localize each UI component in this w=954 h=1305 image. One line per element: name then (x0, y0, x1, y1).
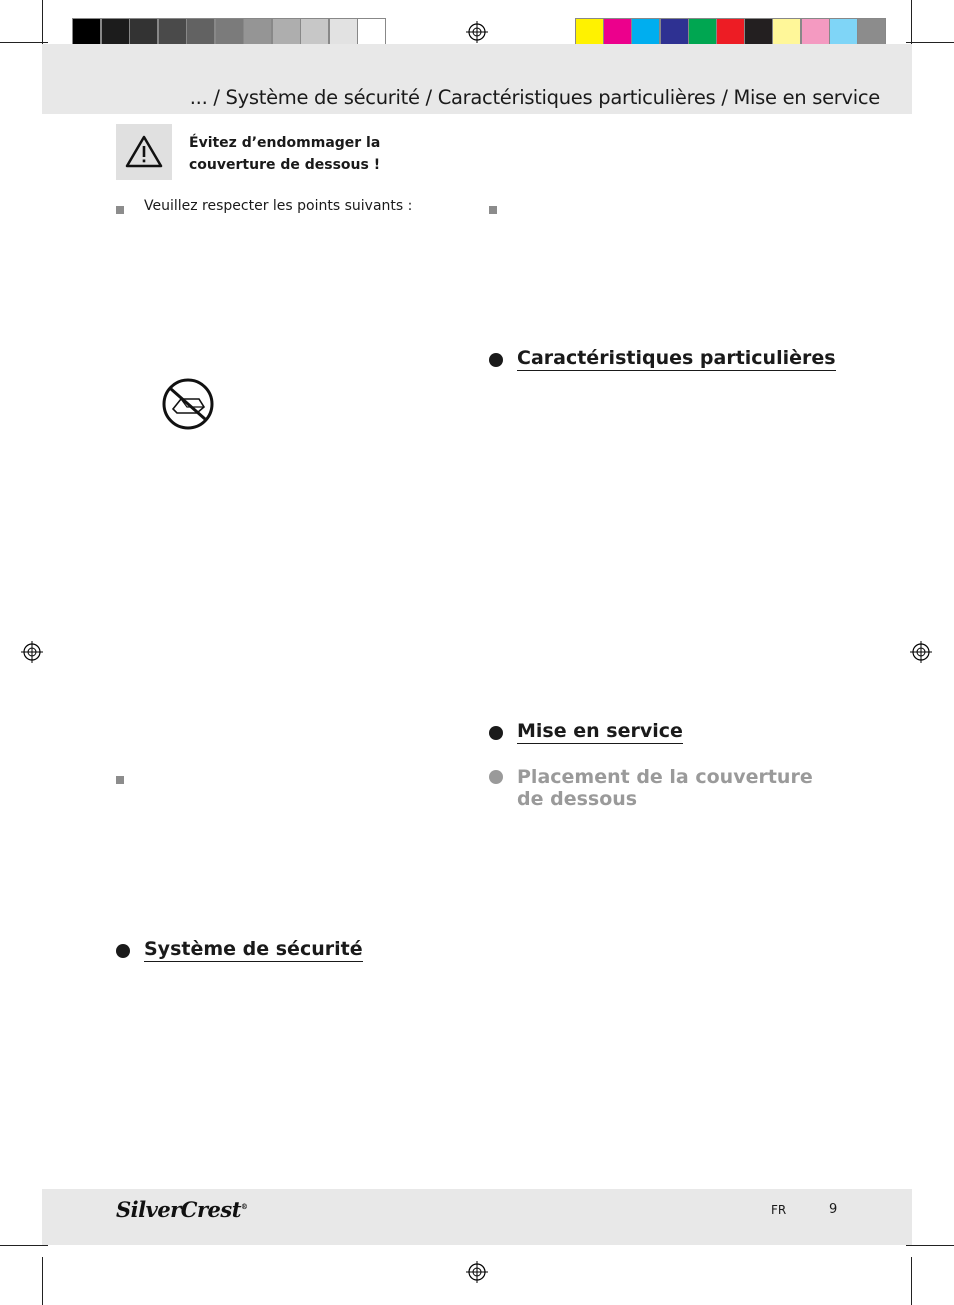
color-swatch (829, 18, 858, 46)
color-swatch (329, 18, 358, 46)
page-title: ... / Système de sécurité / Caractéristiques particulières / Mise en service (189, 86, 880, 109)
heading-line: de dessous (517, 788, 638, 810)
warning-line: Évitez d’endommager la (189, 135, 381, 151)
color-swatch (744, 18, 773, 46)
color-swatch (158, 18, 187, 46)
color-swatch (129, 18, 158, 46)
heading-mise-en-service: Mise en service (517, 720, 683, 742)
registration-mark-icon (466, 21, 488, 43)
heading-placement (517, 766, 813, 810)
color-swatch (72, 18, 101, 46)
bullet-square (489, 206, 497, 214)
subheading-dot-icon (489, 770, 503, 784)
registration-mark-icon (910, 641, 932, 663)
color-swatch (243, 18, 272, 46)
color-swatch (186, 18, 215, 46)
color-swatch (631, 18, 660, 46)
heading-systeme-securite: Système de sécurité (144, 938, 363, 960)
heading-caracteristiques: Caractéristiques particulières (517, 347, 836, 369)
warning-text (189, 132, 380, 176)
heading-line: Placement de la couverture (517, 766, 813, 788)
heading-dot-icon (489, 726, 503, 740)
warning-line: couverture de dessous ! (189, 157, 381, 173)
color-swatch (772, 18, 801, 46)
warning-triangle-icon (116, 124, 172, 180)
no-fold-icon (161, 377, 215, 431)
color-swatch (660, 18, 689, 46)
color-swatch (857, 18, 886, 46)
page-number: 9 (829, 1202, 838, 1217)
registration-mark-icon (21, 641, 43, 663)
color-swatch (357, 18, 386, 46)
heading-dot-icon (489, 353, 503, 367)
color-swatch (300, 18, 329, 46)
color-swatch (603, 18, 632, 46)
brand-logo: SilverCrest® (116, 1197, 248, 1222)
color-swatch (801, 18, 830, 46)
footer-language: FR (771, 1203, 787, 1217)
bullet-square (116, 776, 124, 784)
registration-mark-icon (466, 1261, 488, 1283)
bullet-square (116, 206, 124, 214)
intro-text: Veuillez respecter les points suivants : (144, 198, 413, 214)
color-swatch (688, 18, 717, 46)
warning-box (116, 124, 172, 180)
color-swatch (575, 18, 604, 46)
color-swatch (101, 18, 130, 46)
color-swatch (215, 18, 244, 46)
color-swatch (272, 18, 301, 46)
heading-dot-icon (116, 944, 130, 958)
color-swatch (716, 18, 745, 46)
